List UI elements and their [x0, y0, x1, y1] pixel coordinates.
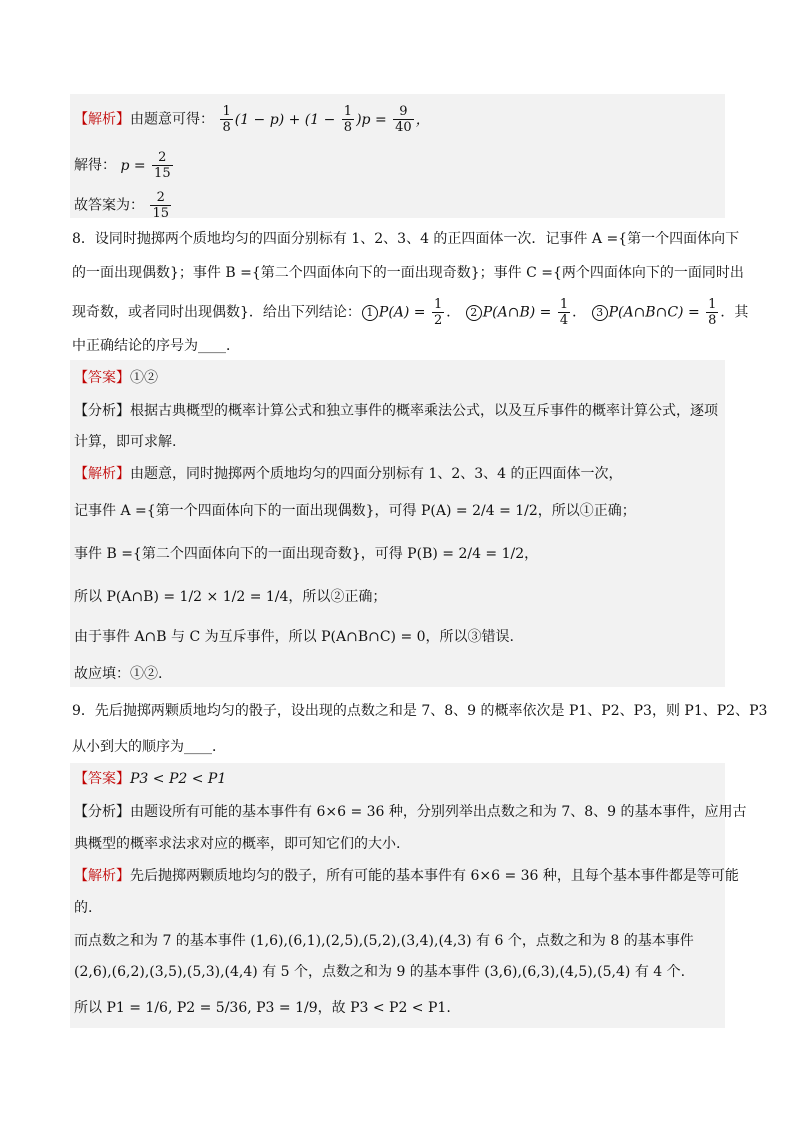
- analysis-tag: 【解析】: [74, 111, 130, 128]
- prev-equation: $\frac{1}{8}$ (1 − p) + (1 − $\frac{1}{8}$ )p = $\frac{9}{40}$ ，: [222, 104, 430, 135]
- prev-sol-line1: 【解析】由题意可得： $\frac{1}{8}$ (1 − p) + (1 − $\frac{1}{8}$ )p = $\frac{9}{40}$ ，: [74, 104, 430, 135]
- q9-stem-line1: 9．先后抛掷两颗质地均匀的骰子，设出现的点数之和是 7、8、9 的概率依次是 P1、P2、P3，则 P1、P2、P3: [72, 703, 768, 719]
- q8-answer: 【答案】①②: [74, 370, 158, 386]
- q8-analysis-line2: 计算，即可求解.: [74, 434, 177, 450]
- prev-sol-line2: 解得： p = $\frac{2}{15}$: [74, 150, 171, 181]
- q8-sol-line2: 记事件 A ={第一个四面体向下的一面出现偶数}，可得 P(A) = 2/4 = 1/2，所以①正确；: [74, 503, 636, 519]
- q8-sol-line1: 【解析】由题意，同时抛掷两个质地均匀的四面分别标有 1、2、3、4 的正四面体一次，: [74, 466, 623, 482]
- q9-stem-line2: 从小到大的顺序为____．: [72, 739, 226, 755]
- prev-sol-line3: 故答案为： $\frac{2}{15}$: [74, 190, 169, 221]
- q9-sol-line4: (2,6),(6,2),(3,5),(5,3),(4,4) 有 5 个，点数之和为 9 的基本事件 (3,6),(6,3),(4,5),(5,4) 有 4 个.: [74, 964, 686, 980]
- q8-sol-line4: 所以 P(A∩B) = 1/2 × 1/2 = 1/4，所以②正确；: [74, 589, 387, 605]
- q9-analysis-line2: 典概型的概率求法求对应的概率，即可知它们的大小.: [74, 836, 401, 852]
- q8-stem-line3: 现奇数，或者同时出现偶数}．给出下列结论： 1 P(A) = $\frac{1}{2}$ ． 2 P(A∩B) = $\frac{1}{4}$ ． 3 P(A∩B∩C) = $\frac{1}{8}$ ．其: [72, 297, 749, 328]
- q9-sol-line3: 而点数之和为 7 的基本事件 (1,6),(6,1),(2,5),(5,2),(3,4),(4,3) 有 6 个，点数之和为 8 的基本事件: [74, 933, 694, 949]
- q8-stem-line4: 中正确结论的序号为____．: [72, 338, 240, 354]
- q9-analysis-line1: 【分析】由题设所有可能的基本事件有 6×6 = 36 种，分别列举出点数之和为 7、8、9 的基本事件，应用古: [74, 804, 747, 820]
- q8-sol-line3: 事件 B ={第二个四面体向下的一面出现奇数}，可得 P(B) = 2/4 = 1/2，: [74, 546, 539, 562]
- q8-analysis-line1: 【分析】根据古典概型的概率计算公式和独立事件的概率乘法公式，以及互斥事件的概率计算公式，逐项: [74, 403, 718, 419]
- q8-sol-line5: 由于事件 A∩B 与 C 为互斥事件，所以 P(A∩B∩C) = 0，所以③错误.: [74, 629, 514, 645]
- q9-sol-line2: 的.: [74, 900, 93, 916]
- q8-stem-line2: 的一面出现偶数}；事件 B ={第二个四面体向下的一面出现奇数}；事件 C ={两个四面体向下的一面同时出: [72, 265, 744, 281]
- q8-stem-line1: 8．设同时抛掷两个质地均匀的四面分别标有 1、2、3、4 的正四面体一次．记事件 A ={第一个四面体向下: [72, 231, 740, 247]
- q9-sol-line5: 所以 P1 = 1/6, P2 = 5/36, P3 = 1/9，故 P3 < P2 < P1.: [74, 1000, 451, 1016]
- q9-answer: 【答案】P3 < P2 < P1: [74, 771, 227, 787]
- q8-sol-line6: 故应填：①②.: [74, 666, 163, 682]
- q9-sol-line1: 【解析】先后抛掷两颗质地均匀的骰子，所有可能的基本事件有 6×6 = 36 种，且每个基本事件都是等可能: [74, 868, 739, 884]
